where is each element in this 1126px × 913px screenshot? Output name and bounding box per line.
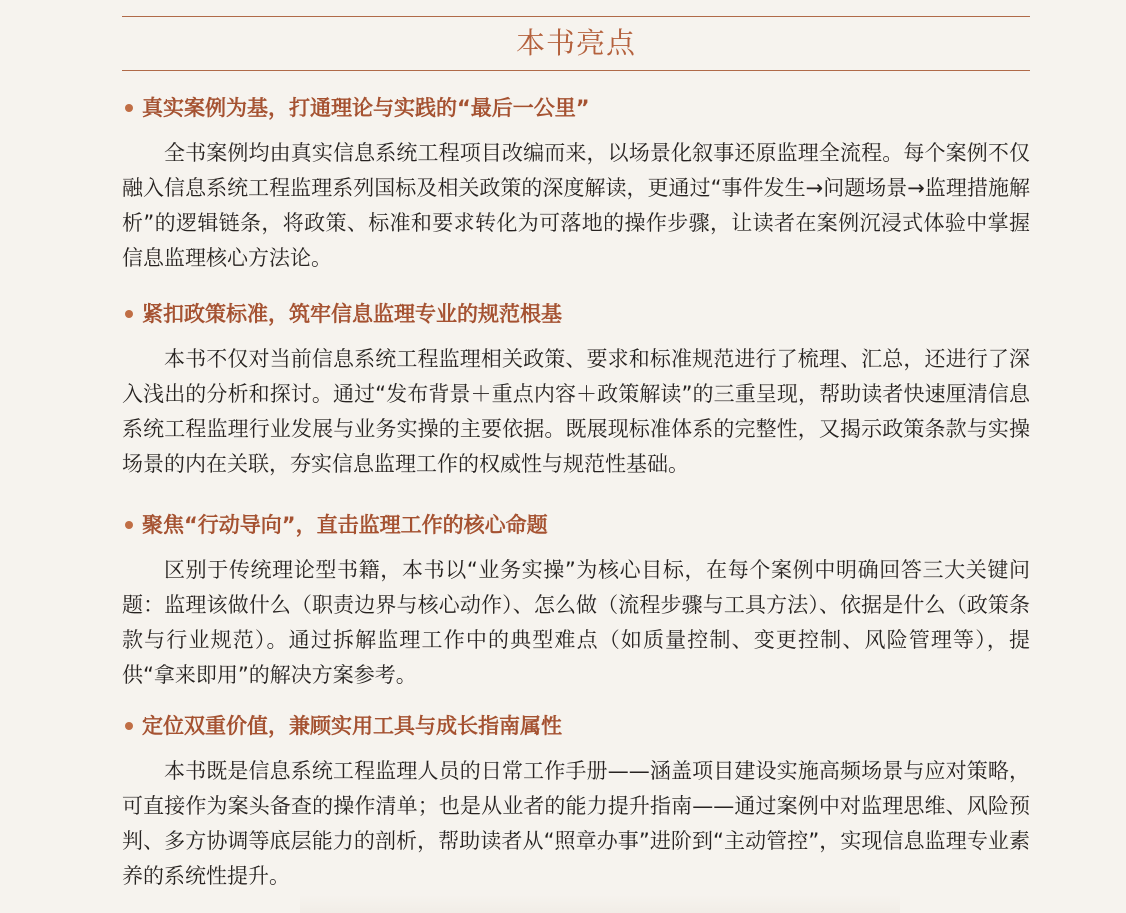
- bullet-dot-icon: [125, 310, 133, 318]
- section-heading-text: 聚焦“行动导向”，直击监理工作的核心命题: [142, 513, 548, 537]
- highlight-section-4: [122, 710, 1030, 894]
- bullet-dot-icon: [125, 521, 133, 529]
- section-heading-text: 紧扣政策标准，筑牢信息监理专业的规范根基: [142, 302, 562, 326]
- section-paragraph: 本书不仅对当前信息系统工程监理相关政策、要求和标准规范进行了梳理、汇总，还进行了深入浅出的分析和探讨。通过“发布背景＋重点内容＋政策解读”的三重呈现，帮助读者快速厘清信息系统工程监理行业发展与业务实操的主要依据。既展现标准体系的完整性，又揭示政策条款与实操场景的内在关联，夯实信息监理工作的权威性与规范性基础。: [122, 347, 1030, 476]
- section-heading: [122, 298, 1030, 330]
- section-paragraph: 本书既是信息系统工程监理人员的日常工作手册——涵盖项目建设实施高频场景与应对策略，可直接作为案头备查的操作清单；也是从业者的能力提升指南——通过案例中对监理思维、风险预判、多方协调等底层能力的剖析，帮助读者从“照章办事”进阶到“主动管控”，实现信息监理专业素养的系统性提升。: [122, 759, 1030, 888]
- section-paragraph: 全书案例均由真实信息系统工程项目改编而来，以场景化叙事还原监理全流程。每个案例不仅融入信息系统工程监理系列国标及相关政策的深度解读，更通过“事件发生→问题场景→监理措施解析”的逻辑链条，将政策、标准和要求转化为可落地的操作步骤，让读者在案例沉浸式体验中掌握信息监理核心方法论。: [122, 141, 1030, 270]
- bullet-dot-icon: [125, 104, 133, 112]
- highlight-section-2: [122, 298, 1030, 482]
- section-heading: [122, 710, 1030, 742]
- highlight-section-1: [122, 92, 1030, 276]
- section-heading: [122, 92, 1030, 124]
- title-top-rule: [122, 16, 1030, 17]
- section-heading: [122, 509, 1030, 541]
- page-bottom-shadow: [300, 895, 900, 913]
- title-bottom-rule: [122, 70, 1030, 71]
- section-heading-text: 真实案例为基，打通理论与实践的“最后一公里”: [142, 96, 590, 120]
- page-title: 本书亮点: [515, 26, 636, 60]
- highlight-section-3: [122, 509, 1030, 693]
- section-paragraph: 区别于传统理论型书籍，本书以“业务实操”为核心目标，在每个案例中明确回答三大关键问题：监理该做什么（职责边界与核心动作）、怎么做（流程步骤与工具方法）、依据是什么（政策条款与行业规范）。通过拆解监理工作中的典型难点（如质量控制、变更控制、风险管理等），提供“拿来即用”的解决方案参考。: [122, 558, 1030, 687]
- bullet-dot-icon: [125, 722, 133, 730]
- section-heading-text: 定位双重价值，兼顾实用工具与成长指南属性: [142, 714, 562, 738]
